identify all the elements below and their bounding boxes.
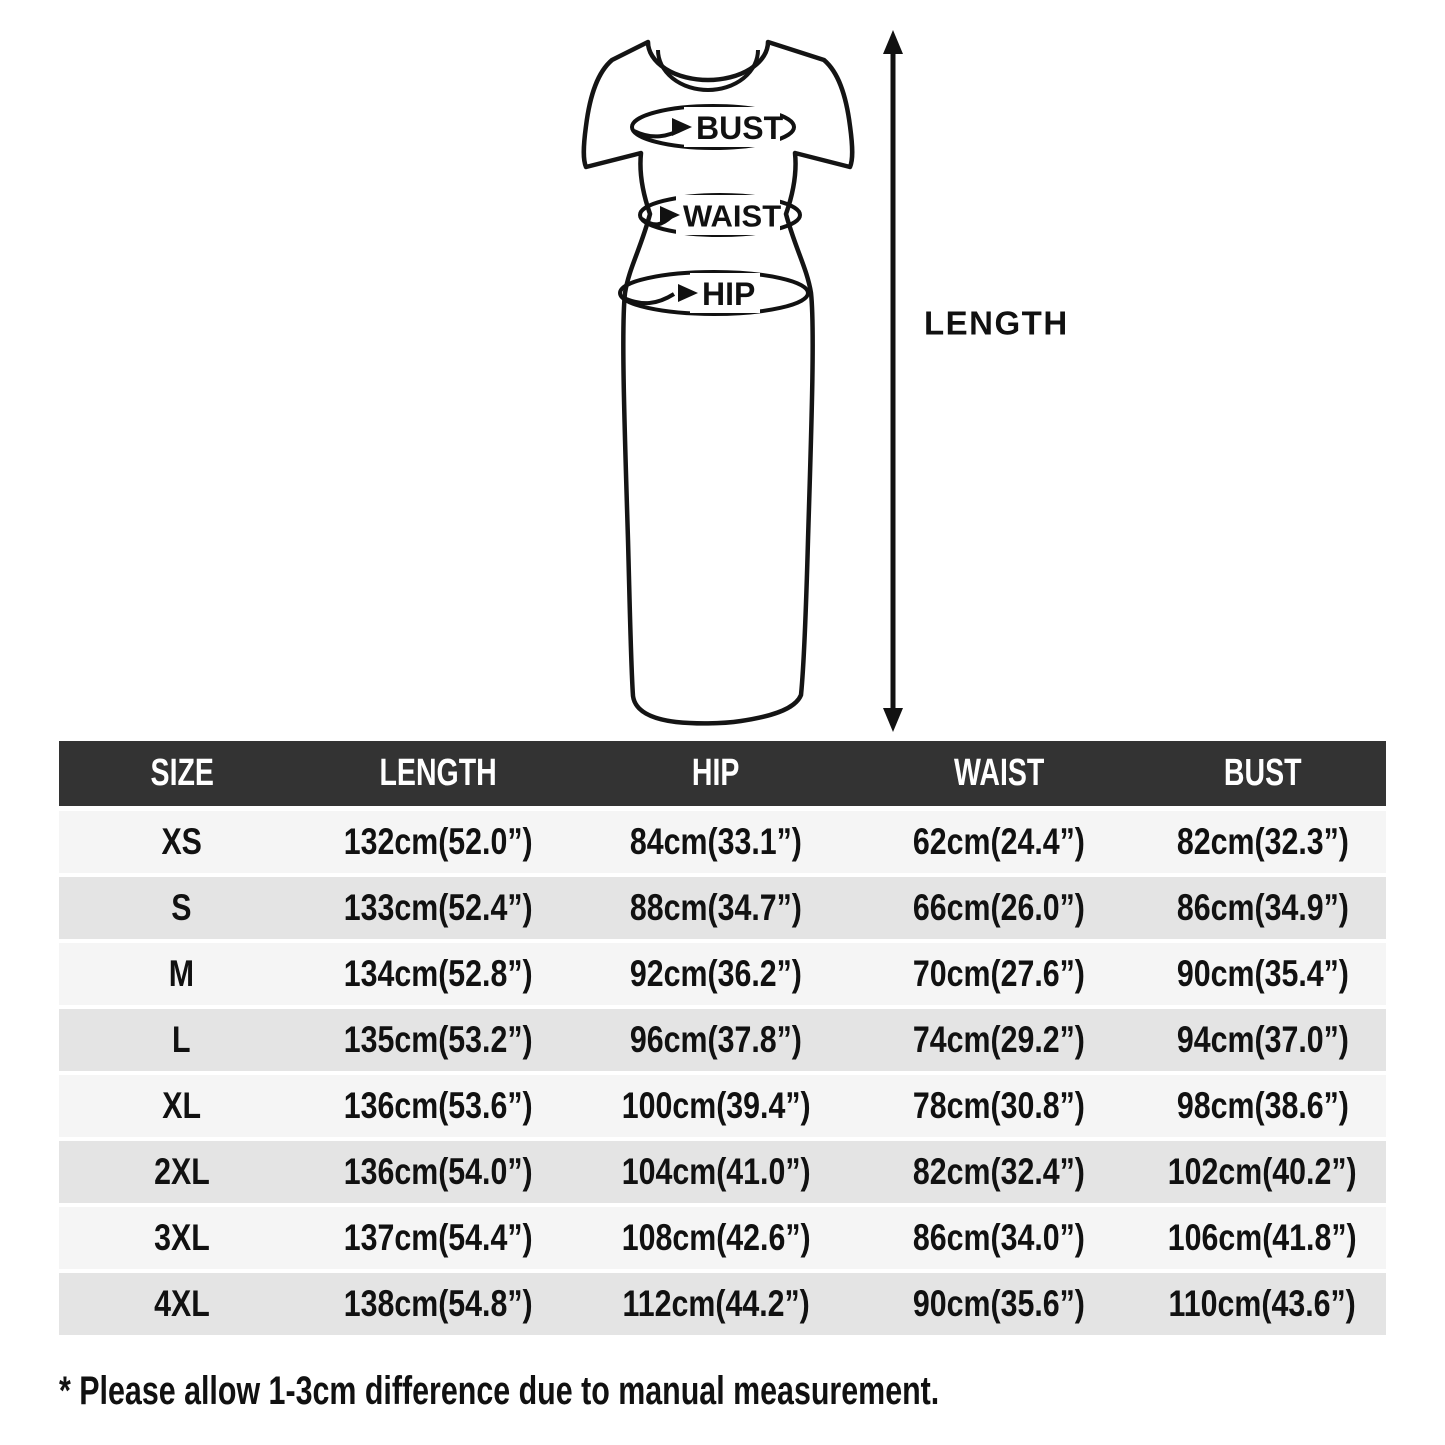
hip-cell: 88cm(34.7”) xyxy=(573,875,860,941)
table-row-l xyxy=(59,1007,1386,1073)
measurement-disclaimer: * Please allow 1-3cm difference due to manual measurement. xyxy=(59,1369,940,1413)
size-cell: M xyxy=(59,941,304,1007)
length-cell: 137cm(54.4”) xyxy=(304,1205,572,1271)
length-cell: 132cm(52.0”) xyxy=(304,809,572,876)
bust-cell: 94cm(37.0”) xyxy=(1139,1007,1386,1073)
hip-cell: 104cm(41.0”) xyxy=(573,1139,860,1205)
bust-cell: 106cm(41.8”) xyxy=(1139,1205,1386,1271)
table-row-m xyxy=(59,941,1386,1007)
length-arrowhead-top-icon xyxy=(883,30,903,54)
size-cell: L xyxy=(59,1007,304,1073)
waist-cell: 74cm(29.2”) xyxy=(859,1007,1139,1073)
length-cell: 135cm(53.2”) xyxy=(304,1007,572,1073)
size-cell: 3XL xyxy=(59,1205,304,1271)
bust-cell: 90cm(35.4”) xyxy=(1139,941,1386,1007)
hip-label: HIP xyxy=(702,276,756,312)
column-header-bust: BUST xyxy=(1139,741,1386,809)
column-header-waist: WAIST xyxy=(859,741,1139,809)
size-cell: XL xyxy=(59,1073,304,1139)
bust-cell: 86cm(34.9”) xyxy=(1139,875,1386,941)
waist-cell: 78cm(30.8”) xyxy=(859,1073,1139,1139)
bust-cell: 82cm(32.3”) xyxy=(1139,809,1386,876)
size-cell: 2XL xyxy=(59,1139,304,1205)
bust-cell: 110cm(43.6”) xyxy=(1139,1271,1386,1337)
column-header-size: SIZE xyxy=(59,741,304,809)
size-chart-table xyxy=(59,741,1386,1339)
waist-label: WAIST xyxy=(683,198,782,234)
waist-cell: 70cm(27.6”) xyxy=(859,941,1139,1007)
hip-cell: 112cm(44.2”) xyxy=(573,1271,860,1337)
bust-cell: 102cm(40.2”) xyxy=(1139,1139,1386,1205)
table-row-s xyxy=(59,875,1386,941)
table-row-3xl xyxy=(59,1205,1386,1271)
column-header-length: LENGTH xyxy=(304,741,572,809)
header-row xyxy=(59,741,1386,809)
length-cell: 136cm(54.0”) xyxy=(304,1139,572,1205)
length-arrowhead-bottom-icon xyxy=(883,708,903,732)
table-row-xl xyxy=(59,1073,1386,1139)
table-row-2xl xyxy=(59,1139,1386,1205)
bust-cell: 98cm(38.6”) xyxy=(1139,1073,1386,1139)
size-cell: XS xyxy=(59,809,304,876)
length-cell: 136cm(53.6”) xyxy=(304,1073,572,1139)
hip-cell: 108cm(42.6”) xyxy=(573,1205,860,1271)
hip-cell: 96cm(37.8”) xyxy=(573,1007,860,1073)
size-cell: S xyxy=(59,875,304,941)
length-cell: 133cm(52.4”) xyxy=(304,875,572,941)
waist-cell: 66cm(26.0”) xyxy=(859,875,1139,941)
table-row-4xl xyxy=(59,1271,1386,1337)
waist-cell: 86cm(34.0”) xyxy=(859,1205,1139,1271)
size-cell: 4XL xyxy=(59,1271,304,1337)
length-cell: 134cm(52.8”) xyxy=(304,941,572,1007)
column-header-hip: HIP xyxy=(573,741,860,809)
waist-cell: 62cm(24.4”) xyxy=(859,809,1139,876)
hip-cell: 100cm(39.4”) xyxy=(573,1073,860,1139)
bust-label: BUST xyxy=(696,110,784,146)
hip-cell: 92cm(36.2”) xyxy=(573,941,860,1007)
length-cell: 138cm(54.8”) xyxy=(304,1271,572,1337)
table-row-xs xyxy=(59,809,1386,876)
waist-cell: 90cm(35.6”) xyxy=(859,1271,1139,1337)
length-label: LENGTH xyxy=(924,304,1069,342)
waist-cell: 82cm(32.4”) xyxy=(859,1139,1139,1205)
hip-cell: 84cm(33.1”) xyxy=(573,809,860,876)
